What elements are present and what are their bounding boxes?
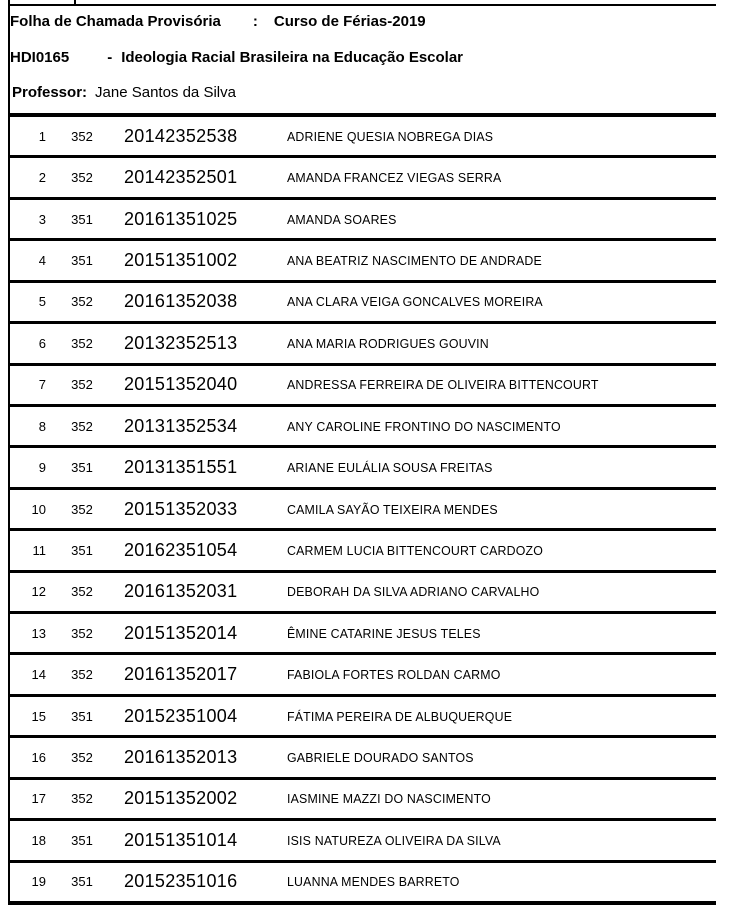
student-name: DEBORAH DA SILVA ADRIANO CARVALHO	[287, 584, 540, 600]
row-number: 17	[31, 791, 46, 807]
student-name: CAMILA SAYÃO TEIXEIRA MENDES	[287, 501, 498, 517]
table-row	[8, 573, 716, 614]
student-id: 20131352534	[124, 415, 238, 436]
student-id: 20152351004	[124, 705, 238, 726]
table-row	[8, 158, 716, 199]
row-number: 2	[38, 170, 46, 186]
document-title: Folha de Chamada Provisória	[10, 13, 221, 30]
student-id: 20151351002	[124, 249, 238, 270]
table-row	[8, 531, 716, 572]
student-name: IASMINE MAZZI DO NASCIMENTO	[287, 791, 491, 807]
row-number: 8	[38, 418, 46, 434]
table-row	[8, 614, 716, 655]
student-name: ISIS NATUREZA OLIVEIRA DA SILVA	[287, 832, 501, 848]
row-number: 10	[31, 501, 46, 517]
row-number: 3	[38, 211, 46, 227]
row-number: 6	[38, 335, 46, 351]
term-title: Curso de Férias-2019	[273, 13, 426, 30]
professor-label: Professor:	[12, 84, 88, 101]
table-row	[8, 448, 716, 489]
student-name: CARMEM LUCIA BITTENCOURT CARDOZO	[287, 542, 544, 558]
class-code: 351	[71, 832, 93, 848]
table-row	[8, 655, 716, 696]
student-name: ANA CLARA VEIGA GONCALVES MOREIRA	[287, 294, 543, 310]
class-code: 351	[71, 542, 93, 558]
student-name: ADRIENE QUESIA NOBREGA DIAS	[287, 128, 494, 144]
class-code: 351	[71, 874, 93, 890]
table-row	[8, 821, 716, 862]
student-id: 20151351014	[124, 829, 238, 850]
page-top-border-line	[8, 4, 716, 6]
student-name: ARIANE EULÁLIA SOUSA FREITAS	[287, 460, 493, 476]
class-code: 352	[71, 625, 93, 641]
student-name: ÊMINE CATARINE JESUS TELES	[287, 625, 481, 641]
page-top-tick-line	[74, 0, 76, 4]
student-name: GABRIELE DOURADO SANTOS	[287, 750, 474, 766]
table-row	[8, 324, 716, 365]
class-code: 352	[71, 335, 93, 351]
row-number: 15	[31, 708, 46, 724]
row-number: 16	[31, 750, 46, 766]
row-number: 11	[32, 542, 46, 558]
class-code: 352	[71, 294, 93, 310]
student-id: 20161352017	[124, 664, 238, 685]
class-code: 351	[71, 211, 93, 227]
student-id: 20162351054	[124, 539, 238, 560]
row-number: 13	[31, 625, 46, 641]
student-name: LUANNA MENDES BARRETO	[287, 874, 460, 890]
student-name: FABIOLA FORTES ROLDAN CARMO	[287, 667, 501, 683]
class-code: 352	[71, 584, 93, 600]
professor-name: Jane Santos da Silva	[95, 84, 236, 101]
student-name: ANA BEATRIZ NASCIMENTO DE ANDRADE	[287, 252, 542, 268]
row-number: 1	[38, 128, 46, 144]
student-id: 20161352013	[124, 747, 238, 768]
student-name: AMANDA FRANCEZ VIEGAS SERRA	[287, 170, 502, 186]
student-id: 20142352538	[124, 125, 238, 146]
table-row	[8, 863, 716, 901]
table-row	[8, 490, 716, 531]
table-row	[8, 366, 716, 407]
student-id: 20161351025	[124, 208, 238, 229]
row-number: 14	[31, 667, 46, 683]
course-name: Ideologia Racial Brasileira na Educação Escolar	[121, 49, 464, 66]
class-code: 351	[71, 252, 93, 268]
student-id: 20151352033	[124, 498, 238, 519]
class-code: 352	[71, 418, 93, 434]
class-code: 352	[71, 128, 93, 144]
student-id: 20151352002	[124, 788, 238, 809]
class-code: 352	[71, 377, 93, 393]
class-code: 351	[71, 708, 93, 724]
row-number: 19	[31, 874, 46, 890]
table-row	[8, 738, 716, 779]
table-row	[8, 780, 716, 821]
class-code: 351	[71, 460, 93, 476]
document-title-line	[10, 13, 426, 30]
student-id: 20131351551	[124, 457, 238, 478]
student-name: ANA MARIA RODRIGUES GOUVIN	[287, 335, 489, 351]
student-id: 20151352014	[124, 622, 238, 643]
table-row	[8, 200, 716, 241]
professor-line	[12, 84, 236, 101]
student-id: 20152351016	[124, 871, 238, 892]
table-row	[8, 407, 716, 448]
course-separator: -	[107, 49, 113, 66]
student-id: 20151352040	[124, 374, 238, 395]
table-row	[8, 241, 716, 282]
title-separator: :	[252, 13, 258, 30]
class-code: 352	[71, 791, 93, 807]
student-id: 20132352513	[124, 332, 238, 353]
student-name: AMANDA SOARES	[287, 211, 397, 227]
table-row	[8, 697, 716, 738]
row-number: 4	[38, 252, 46, 268]
course-code: HDI0165	[10, 49, 70, 66]
row-number: 5	[38, 294, 46, 310]
row-number: 9	[38, 460, 46, 476]
class-code: 352	[71, 501, 93, 517]
class-code: 352	[71, 750, 93, 766]
student-name: ANDRESSA FERREIRA DE OLIVEIRA BITTENCOURT	[287, 377, 599, 393]
row-number: 7	[38, 377, 46, 393]
student-id: 20161352031	[124, 581, 238, 602]
row-number: 12	[31, 584, 46, 600]
student-name: ANY CAROLINE FRONTINO DO NASCIMENTO	[287, 418, 561, 434]
student-name: FÁTIMA PEREIRA DE ALBUQUERQUE	[287, 708, 513, 724]
row-number: 18	[31, 832, 46, 848]
class-code: 352	[71, 667, 93, 683]
student-id: 20142352501	[124, 167, 238, 188]
table-row	[8, 117, 716, 158]
table-row	[8, 283, 716, 324]
student-table	[8, 113, 716, 905]
student-id: 20161352038	[124, 291, 238, 312]
course-line	[10, 49, 463, 66]
class-code: 352	[71, 170, 93, 186]
